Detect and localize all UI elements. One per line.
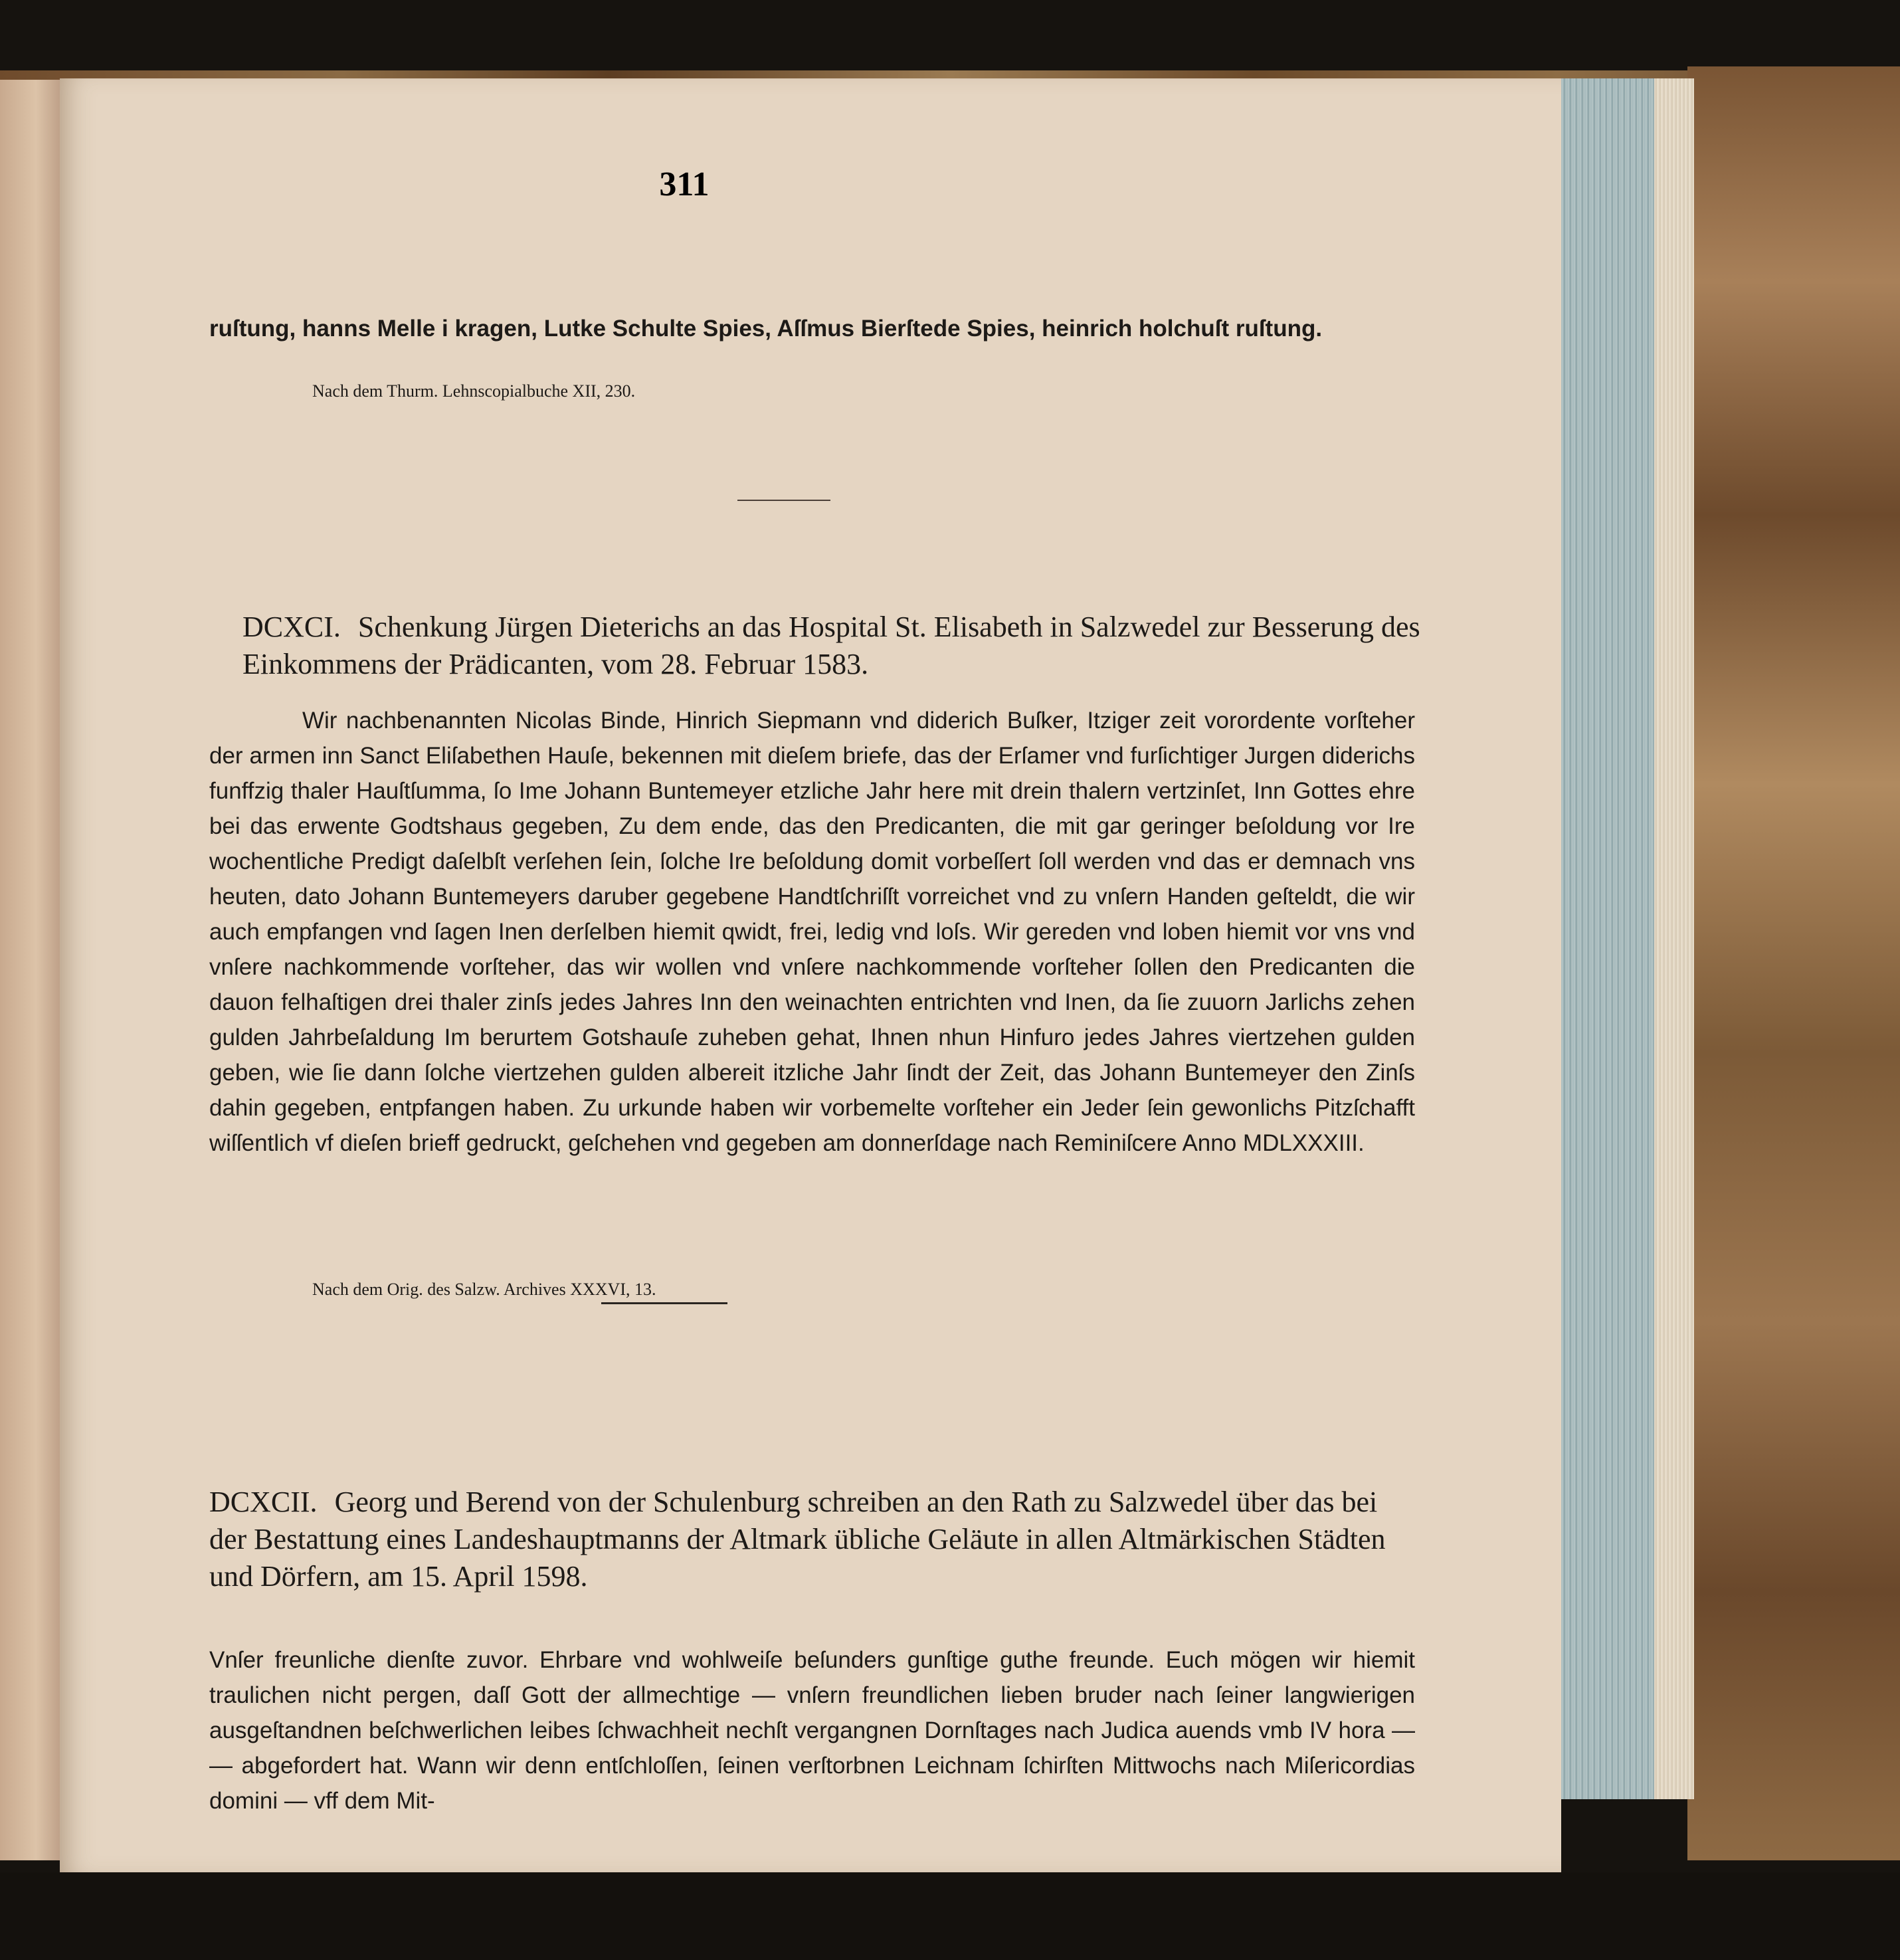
page-fore-edge-inner <box>1654 78 1694 1799</box>
section-heading-dcxci <box>242 609 1432 683</box>
left-page-edge <box>0 80 60 1860</box>
intro-paragraph: ruſtung, hanns Melle i kragen, Lutke Schulte Spies, Aſſmus Bierſtede Spies, heinrich holchuſt ruſtung. <box>209 316 1323 342</box>
book-cover-marbled-right <box>1687 66 1900 1860</box>
section-divider <box>601 1302 727 1304</box>
section-title: Georg und Berend von der Schulenburg schreiben an den Rath zu Salzwedel über das bei der Bestattung eines Landeshauptmanns der Altmark übliche Geläute in allen Altmärkischen Städten und Dörfern, am 15. April 1598. <box>209 1486 1386 1593</box>
section-heading-dcxcii <box>209 1484 1398 1595</box>
section-body-dcxci: Wir nachbenannten Nicolas Binde, Hinrich Siepmann vnd diderich Buſker, Itziger zeit vorordente vorſteher der armen inn Sanct Eliſabethen Hauſe, bekennen mit dieſem briefe, das der Erſamer vnd furſichtiger Jurgen diderichs funffzig thaler Hauſtſumma, ſo Ime Johann Buntemeyer etzliche Jahr here mit drein thalern vertzinſet, Inn Gottes ehre bei das erwente Godtshaus gegeben, Zu dem ende, das den Predicanten, die mit gar geringer beſoldung vor Ire wochentliche Predigt daſelbſt verſehen ſein, ſolche Ire beſoldung domit vorbeſſert ſoll werden vnd das er demnach vns heuten, dato Johann Buntemeyers daruber gegebene Handtſchriſſt vorreichet vnd zu vnſern Handen geſteldt, die wir auch empfangen vnd ſagen Inen derſelben hiemit qwidt, frei, ledig vnd loſs. Wir gereden vnd loben hiemit vor vns vnd vnſere nachkommende vorſteher, das wir wollen vnd vnſere nachkommende vorſteher ſollen den Predicanten die dauon felhaſtigen drei thaler zinſs jedes Jahres Inn den weinachten entrichten vnd Inen, da ſie zuuorn Jarlichs zehen gulden Jahrbeſaldung Im berurtem Gotshauſe zuheben gehat, Ihnen nhun Hinfuro jedes Jahres viertzehen gulden geben, wie ſie dann ſolche viertzehen gulden albereit itzliche Jahr ſindt der Zeit, das Johann Buntemeyer den Zinſs dahin gegeben, entpfangen haben. Zu urkunde haben wir vorbemelte vorſteher ein Jeder ſein gewonlichs Pitzſchafft wiſſentlich vf dieſen brieff gedruckt, geſchehen vnd gegeben am donnerſdage nach Reminiſcere Anno MDLXXXIII. <box>209 708 1415 1156</box>
intro-source-note: Nach dem Thurm. Lehnscopialbuche XII, 230. <box>312 381 636 401</box>
section-title: Schenkung Jürgen Dieterichs an das Hospital St. Elisabeth in Salzwedel zur Besserung des Einkommens der Prädicanten, vom 28. Februar 1583. <box>242 611 1420 680</box>
page-number: 311 <box>659 165 710 203</box>
background-bottom <box>0 1872 1900 1960</box>
section-number: DCXCI. <box>242 611 341 643</box>
short-rule <box>737 500 830 501</box>
book-page <box>60 78 1561 1872</box>
section-body-dcxcii: Vnſer freunliche dienſte zuvor. Ehrbare vnd wohlweiſe beſunders gunſtige guthe freunde. Euch mögen wir hiemit traulichen nicht pergen, daſſ Gott der allmechtige — vnſern freundlichen lieben bruder nach ſeiner langwierigen ausgeſtandnen beſchwerlichen leibes ſchwachheit nechſt vergangnen Dornſtages nach Judica auends vmb IV hora — — abgefordert hat. Wann wir denn entſchloſſen, ſeinen verſtorbnen Leichnam ſchirſten Mittwochs nach Miſericordias domini — vff dem Mit- <box>209 1647 1415 1814</box>
section-source-note: Nach dem Orig. des Salzw. Archives XXXVI, 13. <box>312 1280 656 1299</box>
section-number: DCXCII. <box>209 1486 318 1518</box>
